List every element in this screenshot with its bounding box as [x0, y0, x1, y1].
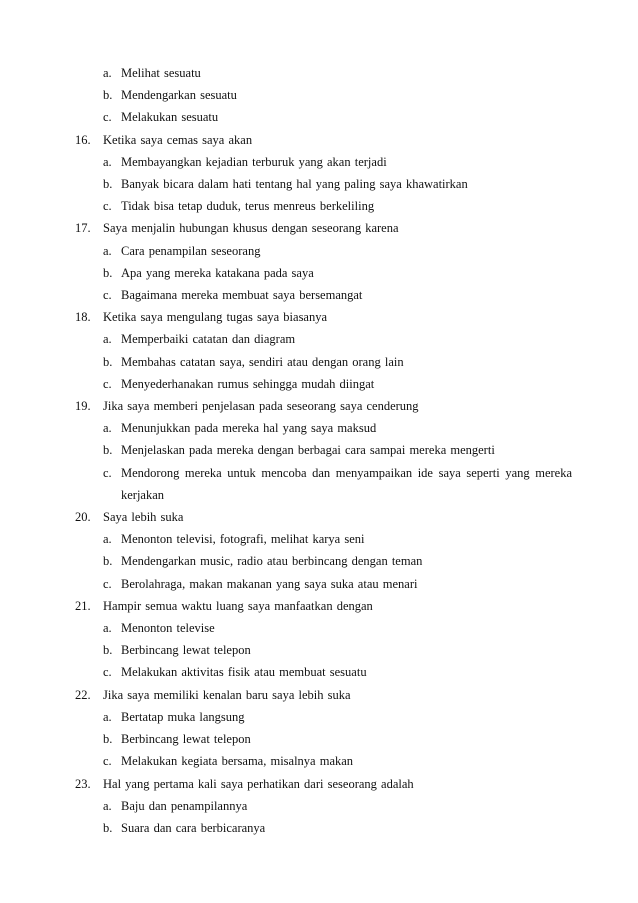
option-text: Bagaimana mereka membuat saya bersemangat — [121, 288, 363, 303]
option-text: Cara penampilan seseorang — [121, 243, 261, 258]
option-letter: c. — [103, 576, 112, 591]
option — [0, 173, 638, 195]
option — [0, 262, 638, 284]
option — [0, 62, 638, 84]
question-number: 21. — [75, 598, 91, 613]
option — [0, 417, 638, 439]
question — [0, 306, 638, 328]
option-text: Berbincang lewat telepon — [121, 732, 251, 747]
option-letter: b. — [103, 554, 113, 569]
option-text: Membayangkan kejadian terburuk yang akan terjadi — [121, 154, 387, 169]
question — [0, 217, 638, 239]
option-text: Baju dan penampilannya — [121, 798, 248, 813]
option-letter: b. — [103, 177, 113, 192]
option-letter: b. — [103, 732, 113, 747]
option — [0, 706, 638, 728]
question-number: 18. — [75, 310, 91, 325]
question-text: Jika saya memberi penjelasan pada seseorang saya cenderung — [103, 399, 419, 414]
question-number: 22. — [75, 687, 91, 702]
option-text: Menonton televisi, fotografi, melihat karya seni — [121, 532, 365, 547]
option-letter: b. — [103, 643, 113, 658]
option-text: Membahas catatan saya, sendiri atau dengan orang lain — [121, 354, 404, 369]
option — [0, 550, 638, 572]
option-letter: a. — [103, 798, 112, 813]
option-letter: a. — [103, 243, 112, 258]
option — [0, 817, 638, 839]
question-number: 19. — [75, 399, 91, 414]
option — [0, 284, 638, 306]
option-text: Menjelaskan pada mereka dengan berbagai cara sampai mereka mengerti — [121, 443, 495, 458]
option-text: Bertatap muka langsung — [121, 709, 245, 724]
option-letter: b. — [103, 354, 113, 369]
option-letter: b. — [103, 443, 113, 458]
question-number: 16. — [75, 132, 91, 147]
option — [0, 528, 638, 550]
option-letter: a. — [103, 421, 112, 436]
question-text: Hal yang pertama kali saya perhatikan dari seseorang adalah — [103, 776, 414, 791]
option — [0, 351, 638, 373]
option — [0, 750, 638, 772]
option-text: Tidak bisa tetap duduk, terus menreus berkeliling — [121, 199, 375, 214]
option-letter: c. — [103, 110, 112, 125]
question — [0, 395, 638, 417]
question-number: 23. — [75, 776, 91, 791]
option-text: Melihat sesuatu — [121, 66, 201, 80]
option-letter: b. — [103, 88, 113, 103]
question — [0, 773, 638, 795]
question — [0, 129, 638, 151]
question-text: Saya lebih suka — [103, 510, 184, 525]
question-text: Ketika saya mengulang tugas saya biasanya — [103, 310, 328, 325]
option-letter: c. — [103, 288, 112, 303]
option — [0, 195, 638, 217]
question — [0, 684, 638, 706]
option-letter: c. — [103, 665, 112, 680]
option-text: Berolahraga, makan makanan yang saya suka atau menari — [121, 576, 418, 591]
question-text: Hampir semua waktu luang saya manfaatkan dengan — [103, 598, 373, 613]
question — [0, 506, 638, 528]
option — [0, 240, 638, 262]
option-text: Mendengarkan sesuatu — [121, 88, 237, 103]
option-text: Memperbaiki catatan dan diagram — [121, 332, 296, 347]
option — [0, 373, 638, 395]
option-letter: a. — [103, 532, 112, 547]
option-letter: c. — [103, 376, 112, 391]
question-text: Saya menjalin hubungan khusus dengan seseorang karena — [103, 221, 399, 236]
option-letter: a. — [103, 154, 112, 169]
option-text: Berbincang lewat telepon — [121, 643, 251, 658]
option — [0, 439, 638, 461]
option — [0, 328, 638, 350]
question-number: 20. — [75, 510, 91, 525]
option-text: Menyederhanakan rumus sehingga mudah diingat — [121, 376, 375, 391]
option — [0, 573, 638, 595]
option — [0, 661, 638, 683]
option-text: Menonton televise — [121, 621, 215, 636]
option-letter: c. — [103, 465, 112, 480]
question-text: Jika saya memiliki kenalan baru saya lebih suka — [103, 687, 351, 702]
option-text: Banyak bicara dalam hati tentang hal yang paling saya khawatirkan — [121, 177, 468, 192]
option — [0, 728, 638, 750]
option — [0, 462, 638, 506]
option-text: Melakukan sesuatu — [121, 110, 219, 125]
option-text: Menunjukkan pada mereka hal yang saya maksud — [121, 421, 377, 436]
question — [0, 595, 638, 617]
option — [0, 84, 638, 106]
option-letter: b. — [103, 265, 113, 280]
option — [0, 151, 638, 173]
option-letter: a. — [103, 66, 112, 80]
option-text: Mendengarkan music, radio atau berbincang dengan teman — [121, 554, 423, 569]
option-text: Mendorong mereka untuk mencoba dan menyampaikan ide saya seperti yang mereka kerjakan — [121, 465, 572, 502]
option-letter: b. — [103, 820, 113, 835]
option-letter: a. — [103, 621, 112, 636]
question-text: Ketika saya cemas saya akan — [103, 132, 253, 147]
option-letter: a. — [103, 709, 112, 724]
option-text: Suara dan cara berbicaranya — [121, 820, 266, 835]
option — [0, 639, 638, 661]
option-letter: c. — [103, 754, 112, 769]
option-letter: a. — [103, 332, 112, 347]
option — [0, 795, 638, 817]
option — [0, 617, 638, 639]
option-text: Apa yang mereka katakana pada saya — [121, 265, 314, 280]
option-text: Melakukan kegiata bersama, misalnya makan — [121, 754, 354, 769]
option — [0, 106, 638, 128]
option-letter: c. — [103, 199, 112, 214]
option-text: Melakukan aktivitas fisik atau membuat sesuatu — [121, 665, 367, 680]
question-number: 17. — [75, 221, 91, 236]
